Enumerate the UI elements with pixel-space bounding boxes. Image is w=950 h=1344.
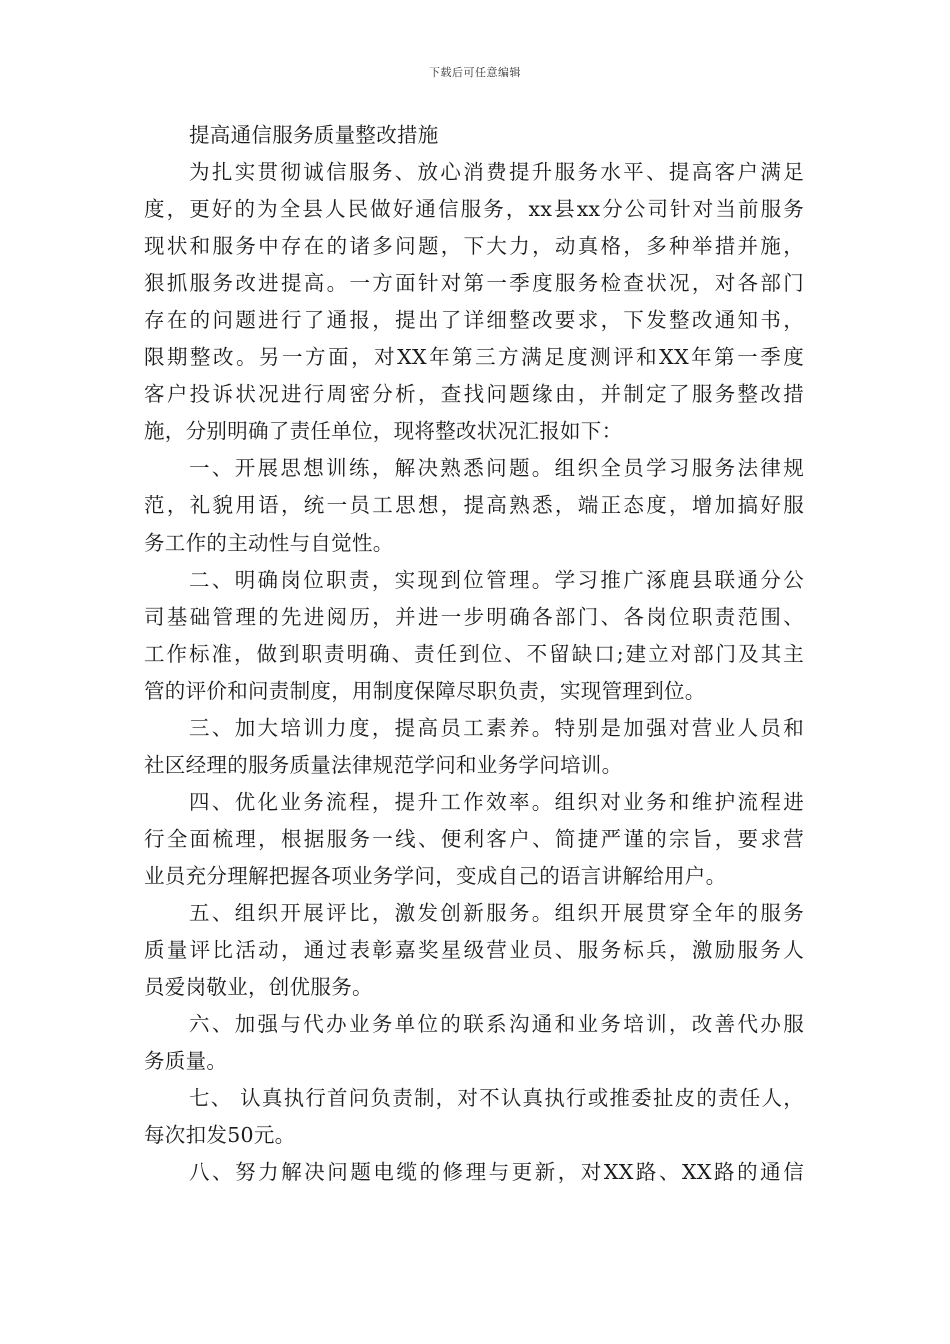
header-note: 下载后可任意编辑: [429, 66, 521, 79]
document-line: 管的评价和问责制度，用制度保障尽职负责，实现管理到位。: [144, 678, 706, 703]
document-line: 四、优化业务流程，提升工作效率。组织对业务和维护流程进: [189, 789, 804, 814]
document-line: 员爱岗敬业，创优服务。: [144, 975, 373, 1000]
document-line: 业员充分理解把握各项业务学问，变成自己的语言讲解给用户。: [144, 863, 727, 888]
document-line: 司基础管理的先进阅历，并进一步明确各部门、各岗位职责范围、: [144, 604, 804, 629]
document-line: 一、开展思想训练，解决熟悉问题。组织全员学习服务法律规: [189, 456, 804, 481]
document-line: 现状和服务中存在的诸多问题，下大力，动真格，多种举措并施，: [144, 234, 804, 259]
document-line: 七、 认真执行首问负责制，对不认真执行或推委扯皮的责任人，: [189, 1086, 804, 1111]
document-line: 六、加强与代办业务单位的联系沟通和业务培训，改善代办服: [189, 1012, 804, 1037]
document-line: 客户投诉状况进行周密分析，查找问题缘由，并制定了服务整改措: [144, 382, 804, 407]
document-line: 为扎实贯彻诚信服务、放心消费提升服务水平、提高客户满足: [189, 160, 804, 185]
document-line: 度，更好的为全县人民做好通信服务，xx县xx分公司针对当前服务: [144, 197, 804, 222]
document-line: 限期整改。另一方面，对XX年第三方满足度测评和XX年第一季度: [144, 345, 804, 370]
document-line: 务质量。: [144, 1049, 228, 1074]
document-line: 存在的问题进行了通报，提出了详细整改要求，下发整改通知书，: [144, 308, 804, 333]
document-line: 范，礼貌用语，统一员工思想，提高熟悉，端正态度，增加搞好服: [144, 493, 804, 518]
document-line: 五、组织开展评比，激发创新服务。组织开展贯穿全年的服务: [189, 900, 804, 925]
document-line: 二、明确岗位职责，实现到位管理。学习推广涿鹿县联通分公: [189, 567, 804, 592]
document-line: 狠抓服务改进提高。一方面针对第一季度服务检查状况，对各部门: [144, 271, 804, 296]
document-line: 行全面梳理，根据服务一线、便利客户、简捷严谨的宗旨，要求营: [144, 826, 804, 851]
document-line: 务工作的主动性与自觉性。: [144, 530, 394, 555]
document-line: 每次扣发50元。: [144, 1123, 296, 1148]
document-title: 提高通信服务质量整改措施: [189, 123, 439, 147]
document-body: [144, 117, 804, 1191]
document-line: 施，分别明确了责任单位，现将整改状况汇报如下：: [144, 419, 623, 444]
document-line: 工作标准，做到职责明确、责任到位、不留缺口;建立对部门及其主: [144, 641, 804, 666]
document-line: 八、努力解决问题电缆的修理与更新，对XX路、XX路的通信: [189, 1160, 804, 1185]
document-line: 社区经理的服务质量法律规范学问和业务学问培训。: [144, 752, 623, 777]
document-line: 三、加大培训力度，提高员工素养。特别是加强对营业人员和: [189, 715, 804, 740]
document-line: 质量评比活动，通过表彰嘉奖星级营业员、服务标兵，激励服务人: [144, 938, 804, 963]
